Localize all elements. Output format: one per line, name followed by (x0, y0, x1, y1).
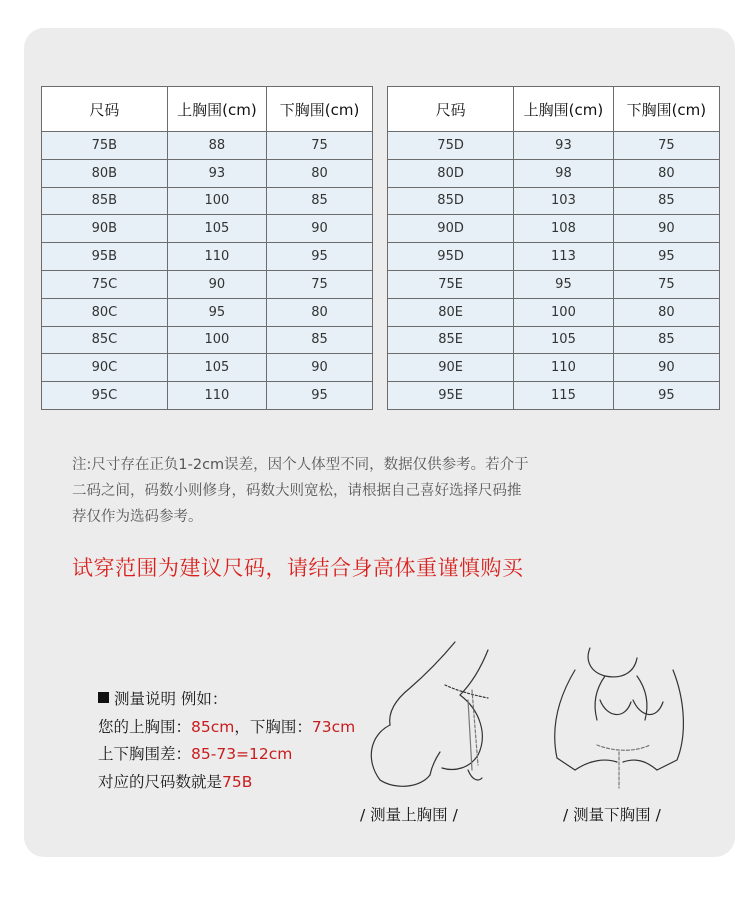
header-size: 尺码 (388, 87, 514, 132)
under-bust-measure-illustration (545, 640, 690, 790)
upper-bust-cell: 108 (514, 215, 614, 243)
size-cell: 90B (42, 215, 168, 243)
size-cell: 75E (388, 270, 514, 298)
under-bust-cell: 90 (613, 215, 719, 243)
size-table-left-body (42, 132, 373, 410)
table-row (388, 187, 720, 215)
upper-bust-cell: 95 (167, 298, 266, 326)
upper-bust-cell: 95 (514, 270, 614, 298)
table-row (388, 270, 720, 298)
under-bust-cell: 85 (613, 326, 719, 354)
upper-bust-cell: 105 (514, 326, 614, 354)
size-cell: 90C (42, 354, 168, 382)
measurement-title-row (98, 686, 355, 714)
size-table-left (41, 86, 373, 410)
table-row (388, 298, 720, 326)
under-bust-cell: 95 (267, 382, 373, 410)
upper-bust-cell: 115 (514, 382, 614, 410)
table-row (388, 382, 720, 410)
size-cell: 80D (388, 159, 514, 187)
table-row (42, 243, 373, 271)
upper-bust-cell: 110 (514, 354, 614, 382)
upper-bust-cell: 105 (167, 215, 266, 243)
under-bust-cell: 90 (267, 215, 373, 243)
table-row (42, 270, 373, 298)
header-under-bust: 下胸围(cm) (267, 87, 373, 132)
size-note (72, 452, 612, 530)
under-bust-cell: 80 (267, 298, 373, 326)
size-cell: 90E (388, 354, 514, 382)
result-size-value: 75B (222, 772, 253, 791)
table-row (42, 215, 373, 243)
under-bust-cell: 75 (613, 270, 719, 298)
difference-value: 85-73=12cm (191, 745, 293, 763)
size-cell: 75C (42, 270, 168, 298)
upper-bust-cell: 98 (514, 159, 614, 187)
measurement-title: 测量说明 例如： (114, 690, 228, 708)
result-label: 对应的尺码数就是 (98, 772, 223, 791)
under-bust-cell: 90 (267, 354, 373, 382)
under-bust-cell: 90 (613, 354, 719, 382)
under-bust-cell: 75 (267, 132, 373, 160)
table-row (42, 326, 373, 354)
upper-bust-measure-illustration (360, 640, 510, 790)
measurement-instructions (98, 686, 355, 796)
upper-bust-cell: 100 (514, 298, 614, 326)
upper-bust-value: 85cm (191, 717, 235, 736)
table-row (42, 132, 373, 160)
table-row (42, 382, 373, 410)
measurement-line-3 (98, 769, 355, 797)
under-bust-cell: 80 (613, 159, 719, 187)
size-cell: 85C (42, 326, 168, 354)
upper-bust-cell: 110 (167, 382, 266, 410)
size-cell: 75D (388, 132, 514, 160)
under-bust-cell: 80 (267, 159, 373, 187)
size-cell: 90D (388, 215, 514, 243)
difference-label: 上下胸围差： (98, 745, 192, 763)
table-row (388, 243, 720, 271)
under-bust-cell: 95 (267, 243, 373, 271)
under-bust-cell: 85 (613, 187, 719, 215)
size-table-right-body (388, 132, 720, 410)
under-bust-label: ，下胸围： (234, 717, 312, 736)
upper-bust-cell: 100 (167, 187, 266, 215)
size-recommendation: 试穿范围为建议尺码，请结合身高体重谨慎购买 (72, 556, 524, 580)
table-row (388, 215, 720, 243)
under-bust-cell: 80 (613, 298, 719, 326)
upper-bust-label: 您的上胸围： (98, 717, 192, 736)
upper-bust-cell: 105 (167, 354, 266, 382)
size-cell: 95B (42, 243, 168, 271)
header-size: 尺码 (42, 87, 168, 132)
size-cell: 95D (388, 243, 514, 271)
upper-bust-cell: 93 (167, 159, 266, 187)
size-cell: 85E (388, 326, 514, 354)
header-under-bust: 下胸围(cm) (613, 87, 719, 132)
size-cell: 85B (42, 187, 168, 215)
under-bust-cell: 95 (613, 243, 719, 271)
under-bust-cell: 85 (267, 326, 373, 354)
caption-upper-bust: / 测量上胸围 / (360, 806, 458, 824)
size-cell: 80E (388, 298, 514, 326)
size-cell: 95C (42, 382, 168, 410)
table-header-row (388, 87, 720, 132)
table-row (388, 132, 720, 160)
upper-bust-cell: 90 (167, 270, 266, 298)
table-row (42, 159, 373, 187)
measurement-line-2 (98, 741, 355, 769)
under-bust-cell: 85 (267, 187, 373, 215)
size-cell: 75B (42, 132, 168, 160)
table-row (388, 326, 720, 354)
note-line: 荐仅作为选码参考。 (72, 509, 203, 525)
caption-under-bust: / 测量下胸围 / (563, 806, 661, 824)
table-row (42, 354, 373, 382)
table-row (42, 298, 373, 326)
size-cell: 80B (42, 159, 168, 187)
size-cell: 80C (42, 298, 168, 326)
upper-bust-cell: 110 (167, 243, 266, 271)
header-upper-bust: 上胸围(cm) (167, 87, 266, 132)
table-row (388, 354, 720, 382)
table-row (42, 187, 373, 215)
table-header-row (42, 87, 373, 132)
under-bust-cell: 75 (613, 132, 719, 160)
upper-bust-cell: 103 (514, 187, 614, 215)
note-line: 二码之间，码数小则修身，码数大则宽松，请根据自己喜好选择尺码推 (72, 483, 522, 499)
upper-bust-cell: 93 (514, 132, 614, 160)
note-line: 注:尺寸存在正负1-2cm误差，因个人体型不同，数据仅供参考。若介于 (72, 457, 529, 473)
table-row (388, 159, 720, 187)
under-bust-cell: 95 (613, 382, 719, 410)
size-cell: 95E (388, 382, 514, 410)
header-upper-bust: 上胸围(cm) (514, 87, 614, 132)
size-table-right (387, 86, 720, 410)
under-bust-value: 73cm (311, 717, 356, 736)
upper-bust-cell: 88 (167, 132, 266, 160)
upper-bust-cell: 100 (167, 326, 266, 354)
size-cell: 85D (388, 187, 514, 215)
measurement-line-1 (98, 714, 355, 742)
square-bullet-icon (98, 692, 109, 703)
under-bust-cell: 75 (267, 270, 373, 298)
upper-bust-cell: 113 (514, 243, 614, 271)
